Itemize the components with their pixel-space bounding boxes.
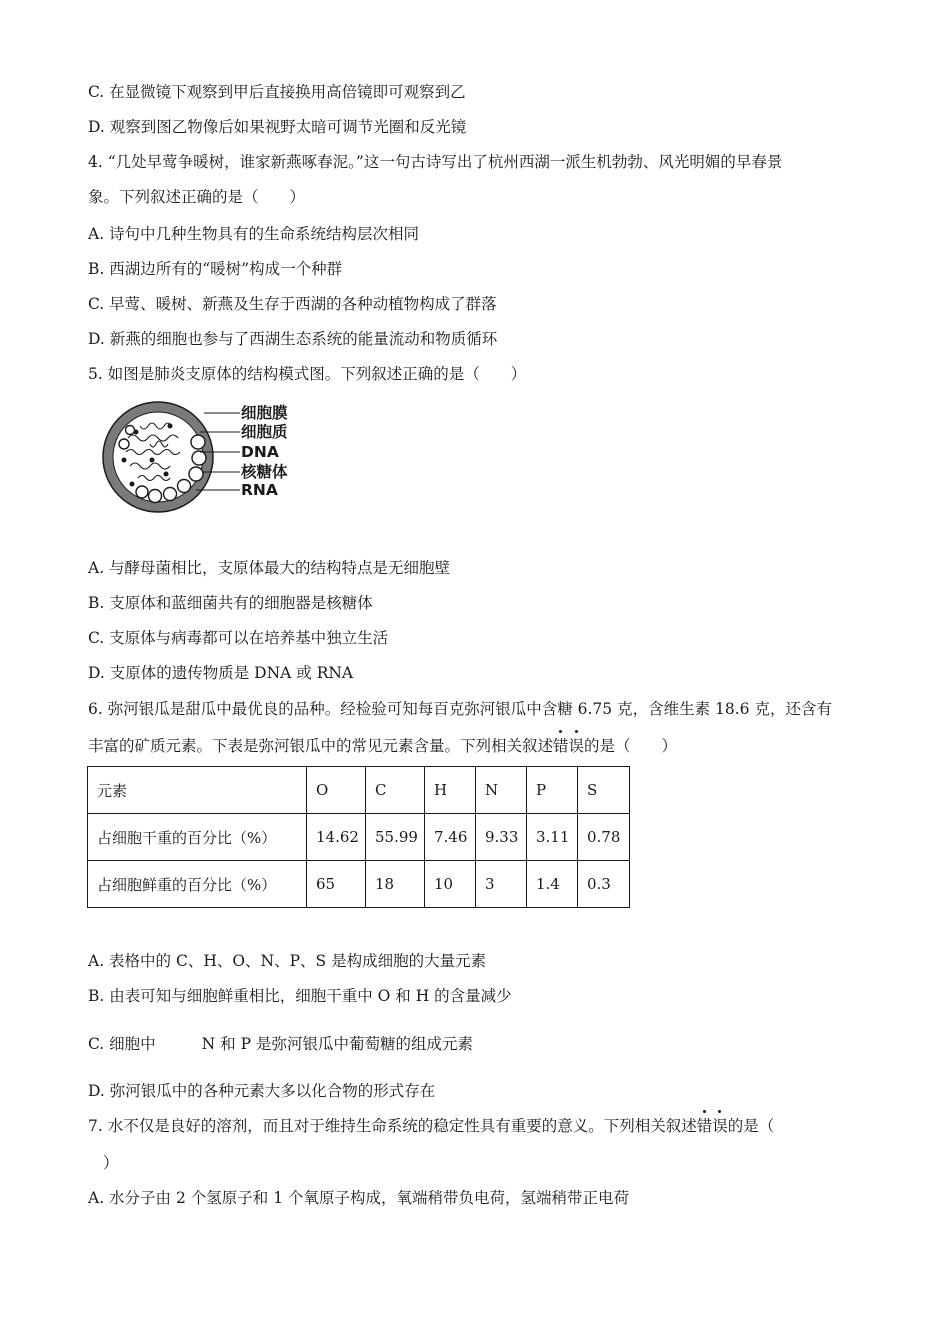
q4-stem-line-2: 象。下列叙述正确的是（ ）: [88, 188, 306, 206]
label-rna: RNA: [241, 481, 278, 499]
element-content-table: [87, 766, 630, 908]
table-cell: N: [476, 767, 527, 814]
table-cell: 占细胞鲜重的百分比（%）: [88, 861, 307, 908]
table-cell: 元素: [88, 767, 307, 814]
label-dna: DNA: [241, 443, 279, 461]
q5-option-d: D. 支原体的遗传物质是 DNA 或 RNA: [88, 664, 354, 682]
q6-stem-text: 丰富的矿质元素。下表是弥河银瓜中的常见元素含量。下列相关叙述: [88, 737, 554, 755]
q4-stem-line-1: 4. “几处早莺争暖树，谁家新燕啄春泥。”这一句古诗写出了杭州西湖一派生机勃勃、风光明媚的早春景: [88, 153, 783, 171]
label-ribosome: 核糖体: [241, 463, 288, 481]
q6-stem-line-1: 6. 弥河银瓜是甜瓜中最优良的品种。经检验可知每百克弥河银瓜中含糖 6.75 克，含维生素 18.6 克，还含有: [88, 700, 832, 718]
table-cell: C: [366, 767, 425, 814]
q6-option-c-prefix: C. 细胞中: [88, 1035, 156, 1053]
q7-stem-line-1: [88, 1116, 774, 1136]
table-cell: 14.62: [307, 814, 366, 861]
mycoplasma-structure-diagram: [100, 396, 310, 518]
table-row: [88, 861, 630, 908]
q6-option-c-text: N 和 P 是弥河银瓜中葡萄糖的组成元素: [201, 1035, 473, 1053]
q4-option-a: A. 诗句中几种生物具有的生命系统结构层次相同: [88, 225, 420, 243]
table-cell: 65: [307, 861, 366, 908]
table-cell: 0.3: [578, 861, 630, 908]
q6-option-d: D. 弥河银瓜中的各种元素大多以化合物的形式存在: [88, 1082, 436, 1100]
q6-stem-text: 的是（ ）: [584, 737, 678, 755]
label-cell-membrane: 细胞膜: [241, 404, 288, 422]
q5-option-b: B. 支原体和蓝细菌共有的细胞器是核糖体: [88, 594, 373, 612]
table-cell: P: [527, 767, 578, 814]
table-cell: 55.99: [366, 814, 425, 861]
q5-stem: 5. 如图是肺炎支原体的结构模式图。下列叙述正确的是（ ）: [88, 365, 527, 383]
table-cell: 7.46: [425, 814, 476, 861]
table-cell: 18: [366, 861, 425, 908]
q4-option-c: C. 早莺、暖树、新燕及生存于西湖的各种动植物构成了群落: [88, 295, 497, 313]
table-cell: 占细胞干重的百分比（%）: [88, 814, 307, 861]
q7-stem-text: 的是（: [727, 1117, 775, 1135]
emphasis-char: 误: [568, 737, 585, 755]
table-cell: 9.33: [476, 814, 527, 861]
emphasis-char: 错: [696, 1117, 713, 1135]
q4-option-d: D. 新燕的细胞也参与了西湖生态系统的能量流动和物质循环: [88, 330, 498, 348]
table-cell: 10: [425, 861, 476, 908]
q6-option-b: B. 由表可知与细胞鲜重相比，细胞干重中 O 和 H 的含量减少: [88, 987, 512, 1005]
table-row: [88, 814, 630, 861]
q4-option-b: B. 西湖边所有的“暖树”构成一个种群: [88, 260, 343, 278]
label-cytoplasm: 细胞质: [241, 423, 288, 441]
table-cell: 0.78: [578, 814, 630, 861]
q3-option-c: C. 在显微镜下观察到甲后直接换用高倍镜即可观察到乙: [88, 83, 466, 101]
emphasis-char: 错: [553, 737, 569, 755]
table-cell: S: [578, 767, 630, 814]
q6-stem-line-2: [88, 736, 677, 756]
q7-stem-text: 7. 水不仅是良好的溶剂，而且对于维持生命系统的稳定性具有重要的意义。下列相关叙述: [88, 1117, 697, 1135]
q5-option-c: C. 支原体与病毒都可以在培养基中独立生活: [88, 629, 389, 647]
table-cell: H: [425, 767, 476, 814]
emphasis-char: 误: [712, 1117, 728, 1135]
q6-option-c: [88, 1034, 473, 1054]
table-cell: 3.11: [527, 814, 578, 861]
q6-option-a: A. 表格中的 C、H、O、N、P、S 是构成细胞的大量元素: [88, 952, 487, 970]
table-cell: 3: [476, 861, 527, 908]
table-cell: O: [307, 767, 366, 814]
q5-option-a: A. 与酵母菌相比，支原体最大的结构特点是无细胞壁: [88, 559, 451, 577]
q7-stem-line-2: ）: [103, 1154, 119, 1172]
q3-option-d: D. 观察到图乙物像后如果视野太暗可调节光圈和反光镜: [88, 118, 467, 136]
table-cell: 1.4: [527, 861, 578, 908]
q7-option-a: A. 水分子由 2 个氢原子和 1 个氧原子构成，氧端稍带负电荷，氢端稍带正电荷: [88, 1189, 629, 1207]
table-header-row: [88, 767, 630, 814]
